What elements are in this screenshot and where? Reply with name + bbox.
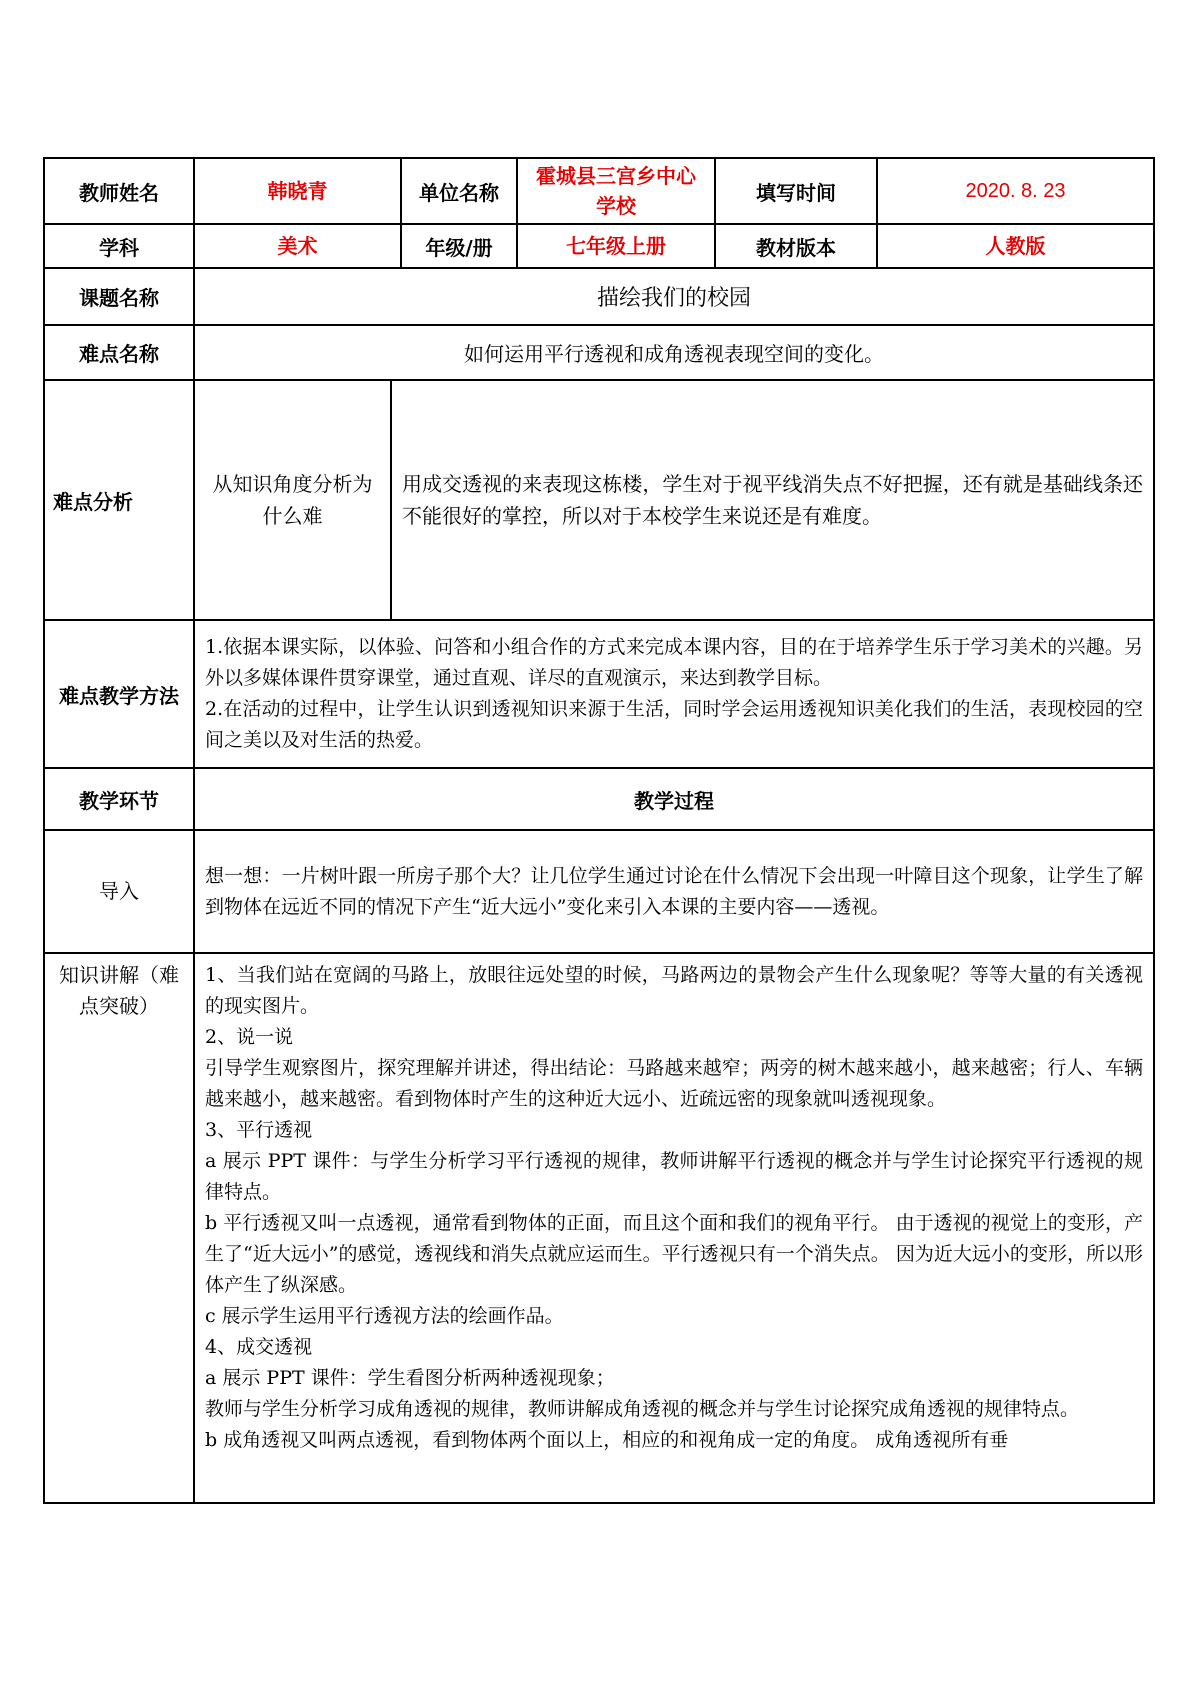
knowledge-paragraph: c 展示学生运用平行透视方法的绘画作品。 xyxy=(205,1305,564,1327)
teacher-label: 教师姓名 xyxy=(44,158,194,224)
topic-value: 描绘我们的校园 xyxy=(194,268,1154,325)
knowledge-paragraph: 引导学生观察图片，探究理解并讲述，得出结论：马路越来越窄；两旁的树木越来越小，越来越密；行人、车辆越来越小，越来越密。看到物体时产生的这种近大远小、近疏远密的现象就叫透视现象。 xyxy=(205,1057,1143,1110)
difficulty-label: 难点名称 xyxy=(44,325,194,380)
analysis-text: 用成交透视的来表现这栋楼，学生对于视平线消失点不好把握，还有就是基础线条还不能很好的掌控，所以对于本校学生来说还是有难度。 xyxy=(391,380,1154,620)
unit-label: 单位名称 xyxy=(401,158,517,224)
lesson-plan-table xyxy=(43,157,1155,1504)
method-row xyxy=(44,620,1154,768)
method-text xyxy=(194,620,1154,768)
analysis-question: 从知识角度分析为什么难 xyxy=(194,380,391,620)
intro-text: 想一想：一片树叶跟一所房子那个大？让几位学生通过讨论在什么情况下会出现一叶障目这个现象，让学生了解到物体在远近不同的情况下产生“近大远小”变化来引入本课的主要内容——透视。 xyxy=(194,830,1154,953)
edition-label: 教材版本 xyxy=(715,224,877,268)
process-header: 教学过程 xyxy=(194,768,1154,830)
knowledge-text xyxy=(194,953,1154,1503)
knowledge-paragraph: a 展示 PPT 课件：与学生分析学习平行透视的规律，教师讲解平行透视的概念并与学生讨论探究平行透视的规律特点。 xyxy=(205,1150,1143,1203)
knowledge-paragraph: 2、说一说 xyxy=(205,1026,294,1048)
knowledge-paragraph: b 平行透视又叫一点透视，通常看到物体的正面，而且这个面和我们的视角平行。 由于透视的视觉上的变形，产生了“近大远小”的感觉，透视线和消失点就应运而生。平行透视只有一个消失点。 因为近大远小的变形，所以形体产生了纵深感。 xyxy=(205,1212,1143,1296)
process-header-row xyxy=(44,768,1154,830)
date-label: 填写时间 xyxy=(715,158,877,224)
difficulty-value: 如何运用平行透视和成角透视表现空间的变化。 xyxy=(194,325,1154,380)
topic-label: 课题名称 xyxy=(44,268,194,325)
knowledge-paragraph: 1、当我们站在宽阔的马路上，放眼往远处望的时候，马路两边的景物会产生什么现象呢？等等大量的有关透视的现实图片。 xyxy=(205,964,1143,1017)
unit-value-text: 霍城县三宫乡中心学校 xyxy=(536,164,696,218)
topic-row xyxy=(44,268,1154,325)
intro-row xyxy=(44,830,1154,953)
header-row-2 xyxy=(44,224,1154,268)
subject-value: 美术 xyxy=(194,224,401,268)
knowledge-paragraph: 教师与学生分析学习成角透视的规律，教师讲解成角透视的概念并与学生讨论探究成角透视的规律特点。 xyxy=(205,1398,1080,1420)
method-label: 难点教学方法 xyxy=(44,620,194,768)
difficulty-row xyxy=(44,325,1154,380)
grade-label: 年级/册 xyxy=(401,224,517,268)
method-paragraph: 1.依据本课实际，以体验、问答和小组合作的方式来完成本课内容，目的在于培养学生乐于学习美术的兴趣。另外以多媒体课件贯穿课堂，通过直观、详尽的直观演示，来达到教学目标。 xyxy=(205,636,1143,689)
date-value: 2020. 8. 23 xyxy=(877,158,1154,224)
analysis-label: 难点分析 xyxy=(44,380,194,620)
knowledge-paragraph: 3、平行透视 xyxy=(205,1119,313,1141)
grade-value: 七年级上册 xyxy=(517,224,715,268)
stage-header: 教学环节 xyxy=(44,768,194,830)
knowledge-paragraph: a 展示 PPT 课件：学生看图分析两种透视现象； xyxy=(205,1367,615,1389)
teacher-value: 韩晓青 xyxy=(194,158,401,224)
method-paragraph: 2.在活动的过程中，让学生认识到透视知识来源于生活，同时学会运用透视知识美化我们的生活，表现校园的空间之美以及对生活的热爱。 xyxy=(205,698,1143,751)
knowledge-paragraph: 4、成交透视 xyxy=(205,1336,313,1358)
knowledge-label: 知识讲解（难点突破） xyxy=(44,953,194,1503)
knowledge-row xyxy=(44,953,1154,1503)
header-row-1 xyxy=(44,158,1154,224)
lesson-plan-sheet xyxy=(43,157,1153,1504)
analysis-row xyxy=(44,380,1154,620)
edition-value: 人教版 xyxy=(877,224,1154,268)
unit-value xyxy=(517,158,715,224)
intro-label: 导入 xyxy=(44,830,194,953)
subject-label: 学科 xyxy=(44,224,194,268)
knowledge-paragraph: b 成角透视又叫两点透视，看到物体两个面以上，相应的和视角成一定的角度。 成角透视所有垂 xyxy=(205,1429,1009,1451)
